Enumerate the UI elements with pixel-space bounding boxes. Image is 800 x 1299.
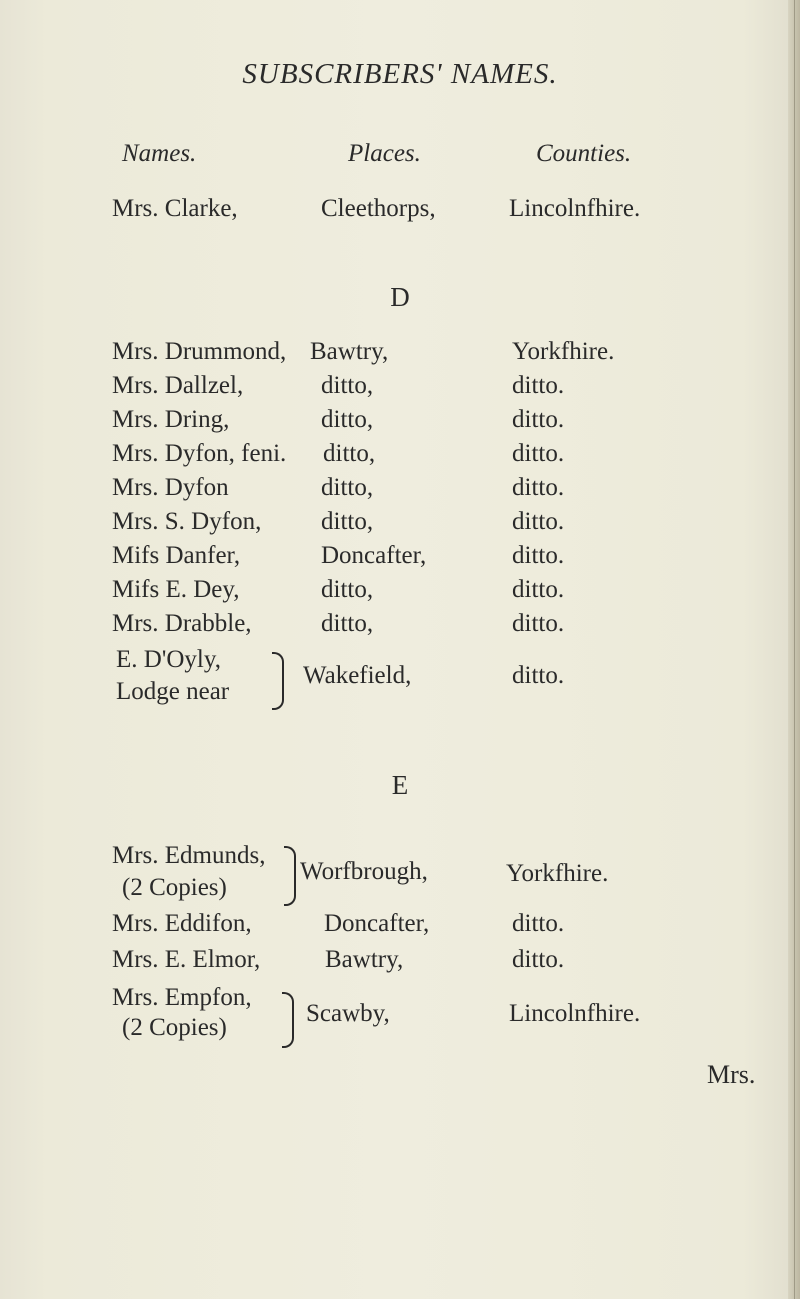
subscriber-name: Mrs. Drummond, <box>112 338 287 365</box>
brace-mark <box>272 652 284 710</box>
subscriber-county: ditto. <box>512 406 565 433</box>
subscriber-place: ditto, <box>321 474 374 501</box>
subscriber-place: ditto, <box>323 440 376 467</box>
subscriber-place: ditto, <box>321 406 374 433</box>
subscriber-name: Mrs. Drabble, <box>112 610 252 637</box>
running-head: SUBSCRIBERS' NAMES. <box>242 58 558 90</box>
subscriber-name: Mrs. Dyfon, feni. <box>112 440 287 467</box>
subscriber-place: Doncafter, <box>324 910 430 937</box>
subscriber-row <box>0 508 800 542</box>
subscriber-name: Mifs E. Dey, <box>112 576 240 603</box>
brace-mark <box>284 846 296 906</box>
subscriber-name: Mifs Danfer, <box>112 542 241 569</box>
subscriber-row <box>0 406 800 440</box>
subscriber-place: Bawtry, <box>325 946 404 973</box>
subscriber-county: ditto. <box>512 542 565 569</box>
subscriber-row <box>0 338 800 372</box>
subscriber-row <box>0 542 800 576</box>
subscriber-row <box>0 440 800 474</box>
subscriber-county: Yorkfhire. <box>512 338 615 365</box>
subscriber-name-line2: (2 Copies) <box>122 1014 227 1041</box>
subscriber-county: ditto. <box>512 910 565 937</box>
subscriber-place: Worfbrough, <box>300 858 428 885</box>
subscriber-county: Lincolnfhire. <box>509 195 641 222</box>
subscriber-county: ditto. <box>512 372 565 399</box>
column-header-names: Names. <box>122 140 197 167</box>
subscriber-name: Mrs. Eddifon, <box>112 910 252 937</box>
subscriber-place: Wakefield, <box>303 662 412 689</box>
brace-mark <box>282 992 294 1048</box>
subscriber-row-braced <box>0 646 800 716</box>
subscriber-row <box>0 474 800 508</box>
subscriber-county: Lincolnfhire. <box>509 1000 641 1027</box>
column-header-places: Places. <box>348 140 421 167</box>
subscriber-county: ditto. <box>512 946 565 973</box>
subscriber-row <box>0 610 800 644</box>
subscriber-county: ditto. <box>512 662 565 689</box>
subscriber-name: Mrs. S. Dyfon, <box>112 508 262 535</box>
subscriber-place: ditto, <box>321 508 374 535</box>
subscriber-place: Doncafter, <box>321 542 427 569</box>
subscriber-county: ditto. <box>512 576 565 603</box>
column-header-counties: Counties. <box>536 140 632 167</box>
subscriber-name: Mrs. Dyfon <box>112 474 229 501</box>
subscriber-row <box>0 576 800 610</box>
subscriber-place: Bawtry, <box>310 338 389 365</box>
subscriber-name-line2: Lodge near <box>116 678 230 705</box>
subscriber-county: ditto. <box>512 508 565 535</box>
subscriber-name-line1: E. D'Oyly, <box>116 646 221 673</box>
subscriber-row <box>0 372 800 406</box>
subscriber-place: Scawby, <box>306 1000 390 1027</box>
subscriber-row-braced <box>0 842 800 912</box>
subscriber-row <box>0 195 800 229</box>
subscriber-county: ditto. <box>512 474 565 501</box>
subscriber-name: Mrs. Clarke, <box>112 195 238 222</box>
catchword: Mrs. <box>707 1060 756 1089</box>
subscriber-name-line2: (2 Copies) <box>122 874 227 901</box>
section-letter-e: E <box>391 770 409 800</box>
subscriber-place: Cleethorps, <box>321 195 436 222</box>
subscriber-place: ditto, <box>321 610 374 637</box>
subscriber-place: ditto, <box>321 372 374 399</box>
subscriber-name: Mrs. E. Elmor, <box>112 946 261 973</box>
subscriber-name-line1: Mrs. Edmunds, <box>112 842 266 869</box>
subscriber-place: ditto, <box>321 576 374 603</box>
subscriber-county: ditto. <box>512 440 565 467</box>
subscriber-name: Mrs. Dallzel, <box>112 372 244 399</box>
section-letter-d: D <box>390 282 410 312</box>
subscriber-row-braced <box>0 984 800 1054</box>
subscriber-county: ditto. <box>512 610 565 637</box>
subscriber-name: Mrs. Dring, <box>112 406 230 433</box>
subscriber-name-line1: Mrs. Empfon, <box>112 984 252 1011</box>
subscriber-row <box>0 946 800 980</box>
subscriber-county: Yorkfhire. <box>506 860 609 887</box>
subscriber-row <box>0 910 800 944</box>
